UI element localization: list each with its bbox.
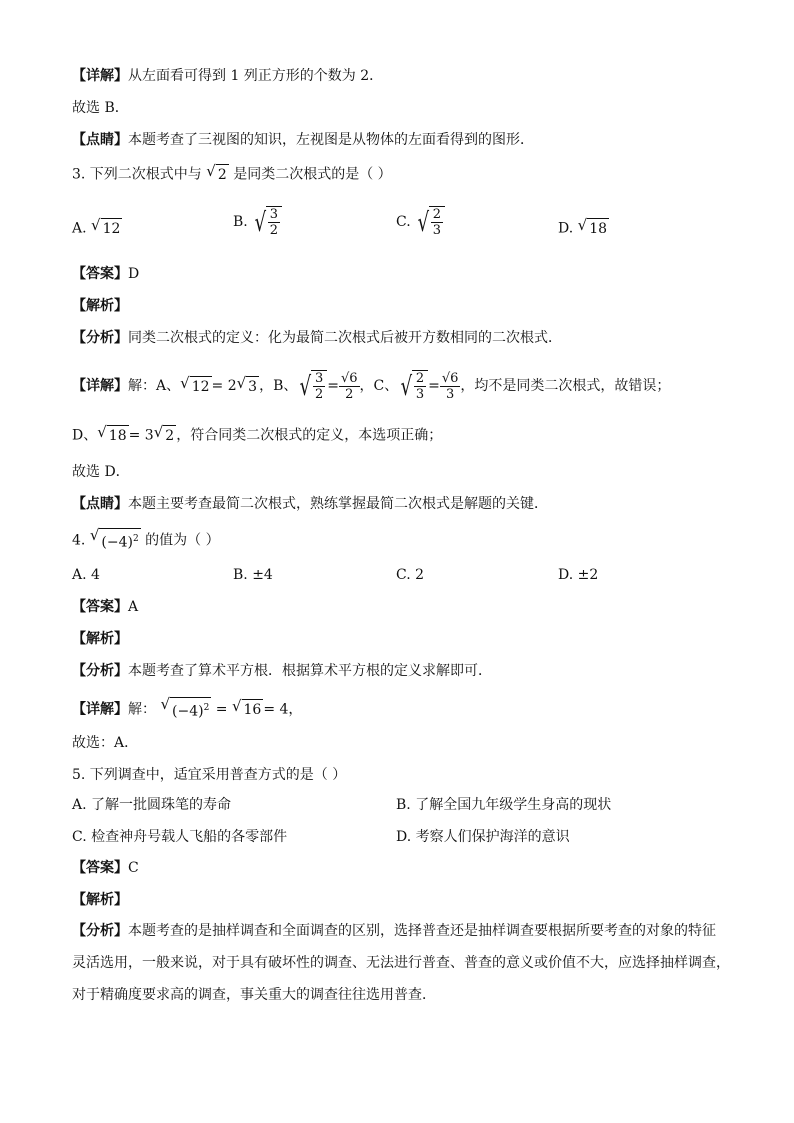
numerator: 2 [415, 371, 425, 386]
q3-stem-end: 是同类二次根式的是（ ） [233, 166, 392, 183]
analysis-tag: 【分析】 [72, 663, 128, 679]
analysis-tag: 【分析】 [72, 330, 128, 346]
q3-option-d [558, 218, 609, 239]
q3-selection: 故选 D． [72, 464, 130, 480]
q4-selection: 故选：A． [72, 735, 139, 751]
answer-value: D [128, 266, 140, 282]
q3-detail-d [72, 425, 442, 446]
q3-analysis-tag: 【解析】 [72, 298, 128, 314]
fraction [440, 371, 461, 402]
fraction [268, 207, 280, 238]
detail-text: 解： [128, 701, 156, 718]
q3-detail [72, 370, 670, 402]
sqrt-sign: √ [160, 695, 171, 713]
sqrt-sign: √ [153, 423, 164, 441]
analysis-tag: 【分析】 [72, 923, 128, 939]
sqrt-sign: √ [231, 696, 242, 715]
radicand: 3 [246, 376, 259, 397]
radicand [266, 206, 282, 238]
radicand: 2 [163, 425, 176, 446]
q4-number: 4. [72, 532, 86, 549]
q3-answer [72, 264, 139, 284]
radicand: 16 [242, 699, 264, 720]
sqrt-expression [180, 373, 211, 397]
base: (−4) [172, 703, 204, 720]
question-3 [72, 164, 392, 185]
radicand [170, 697, 211, 722]
q4-analysis [72, 661, 492, 681]
numerator: 3 [314, 371, 324, 386]
fraction [431, 207, 443, 238]
answer-tag: 【答案】 [72, 599, 128, 615]
equals-sign: = [327, 378, 339, 394]
q5-option-c: C. 检查神舟号载人飞船的各零部件 [72, 829, 288, 845]
option-letter: D. [558, 220, 574, 237]
q4-stem: 的值为（ ） [145, 532, 220, 549]
answer-tag: 【答案】 [72, 860, 128, 876]
numerator: 2 [432, 207, 441, 222]
answer-tag: 【答案】 [72, 266, 128, 282]
numerator: √6 [340, 370, 358, 386]
radicand [311, 370, 327, 402]
sqrt-fraction [415, 206, 445, 238]
sqrt-sign: √ [400, 372, 413, 402]
detail-text: D、 [72, 427, 98, 444]
numerator: √6 [441, 370, 459, 386]
sqrt-expression [578, 218, 609, 239]
option-letter: C. [396, 214, 411, 230]
q4-option-d: D. ±2 [558, 567, 599, 583]
exponent: 2 [203, 703, 210, 713]
radicand: 12 [101, 218, 123, 239]
option-letter: B. [233, 214, 248, 230]
sqrt-expression [97, 425, 128, 446]
numerator: 3 [269, 207, 279, 222]
sqrt-sign: √ [91, 216, 101, 234]
q3-option-c [396, 206, 445, 238]
radicand: 12 [190, 376, 212, 397]
analysis-text: 本题考查了算术平方根．根据算术平方根的定义求解即可． [128, 663, 492, 679]
sqrt-expression [206, 164, 228, 185]
detail-text: = 2 [211, 378, 237, 394]
sqrt-sign: √ [577, 216, 588, 234]
option-letter: A. [72, 220, 87, 237]
comment-line [72, 130, 534, 150]
denominator: 3 [432, 223, 441, 238]
question-5: 5. 下列调查中，适宜采用普查方式的是（ ） [72, 767, 347, 783]
sqrt-sign: √ [299, 372, 312, 402]
question-4 [72, 528, 220, 553]
q4-option-b: B. ±4 [233, 567, 273, 583]
comment-tag: 【点睛】 [72, 496, 128, 512]
detail-text: ，符合同类二次根式的定义，本选项正确； [176, 427, 443, 444]
q5-analysis-1 [72, 921, 716, 941]
q3-stem-start: 3. 下列二次根式中与 [72, 166, 202, 183]
denominator: 3 [446, 386, 455, 402]
q5-analysis-tag: 【解析】 [72, 892, 128, 908]
q4-answer [72, 597, 138, 617]
analysis-text: 本题考查的是抽样调查和全面调查的区别，选择普查还是抽样调查要根据所要考查的对象的特征 [128, 923, 716, 939]
sqrt-expression [154, 425, 176, 446]
sqrt-sign: √ [236, 373, 247, 392]
radicand: 18 [107, 425, 129, 446]
sqrt-expression [231, 696, 263, 720]
choice-line: 故选 B． [72, 100, 129, 116]
detail-text: 从左面看可得到 1 列正方形的个数为 2． [128, 68, 384, 84]
sqrt-sign: √ [206, 162, 216, 180]
sqrt-expression [160, 697, 211, 722]
detail-tag: 【详解】 [72, 378, 128, 394]
detail-tag: 【详解】 [72, 68, 128, 84]
equals-sign: = [428, 378, 440, 394]
detail-text: = 3 [128, 427, 154, 444]
sqrt-fraction [297, 370, 327, 402]
detail-text: ，均不是同类二次根式，故错误； [460, 378, 671, 394]
q5-answer [72, 858, 139, 878]
q4-analysis-tag: 【解析】 [72, 631, 128, 647]
comment-text: 本题考查了三视图的知识，左视图是从物体的左面看得到的图形． [128, 132, 534, 148]
denominator: 2 [269, 223, 279, 238]
radicand [412, 370, 428, 402]
sqrt-expression [90, 528, 141, 553]
detail-text: 解：A、 [128, 378, 181, 394]
q5-analysis-3: 对于精确度要求高的调查，事关重大的调查往往选用普查． [72, 987, 436, 1003]
analysis-text: 同类二次根式的定义：化为最简二次根式后被开方数相同的二次根式． [128, 330, 562, 346]
sqrt-expression [91, 218, 122, 239]
radicand: 18 [587, 218, 609, 239]
q5-option-a: A. 了解一批圆珠笔的寿命 [72, 797, 232, 813]
base: (−4) [101, 534, 133, 551]
denominator: 2 [345, 386, 354, 402]
radicand [99, 528, 140, 553]
q5-option-d: D. 考察人们保护海洋的意识 [396, 829, 570, 845]
radicand [429, 206, 445, 238]
sqrt-sign: √ [180, 373, 190, 392]
fraction [313, 371, 325, 402]
sqrt-fraction [398, 370, 428, 402]
detail-line [72, 66, 383, 86]
q3-option-b [233, 206, 282, 238]
exponent: 2 [132, 534, 139, 544]
comment-text: 本题主要考查最简二次根式，熟练掌握最简二次根式是解题的关键． [128, 496, 548, 512]
q4-option-c: C. 2 [396, 567, 425, 583]
q3-comment [72, 494, 548, 514]
q3-option-a [72, 218, 122, 239]
q4-option-a: A. 4 [72, 567, 100, 583]
q5-analysis-2: 灵活选用，一般来说，对于具有破坏性的调查、无法进行普查、普查的意义或价值不大，应选择抽样调查， [72, 955, 730, 971]
q3-analysis [72, 328, 562, 348]
comment-tag: 【点睛】 [72, 132, 128, 148]
detail-text: ，C、 [359, 378, 399, 394]
sqrt-fraction [252, 206, 282, 238]
sqrt-expression [236, 373, 259, 397]
radicand: 2 [216, 164, 229, 185]
q4-detail [72, 697, 302, 722]
answer-value: C [128, 860, 139, 876]
detail-tag: 【详解】 [72, 701, 128, 718]
denominator: 2 [314, 387, 324, 402]
answer-value: A [128, 599, 139, 615]
fraction [339, 371, 360, 402]
fraction [414, 371, 426, 402]
detail-text: = 4， [263, 701, 303, 718]
sqrt-sign: √ [417, 208, 430, 238]
sqrt-sign: √ [254, 208, 267, 238]
q5-option-b: B. 了解全国九年级学生身高的现状 [396, 797, 612, 813]
sqrt-sign: √ [97, 423, 107, 441]
equals-sign: = [215, 701, 228, 718]
sqrt-sign: √ [89, 526, 100, 544]
denominator: 3 [415, 387, 425, 402]
detail-text: ，B、 [259, 378, 298, 394]
